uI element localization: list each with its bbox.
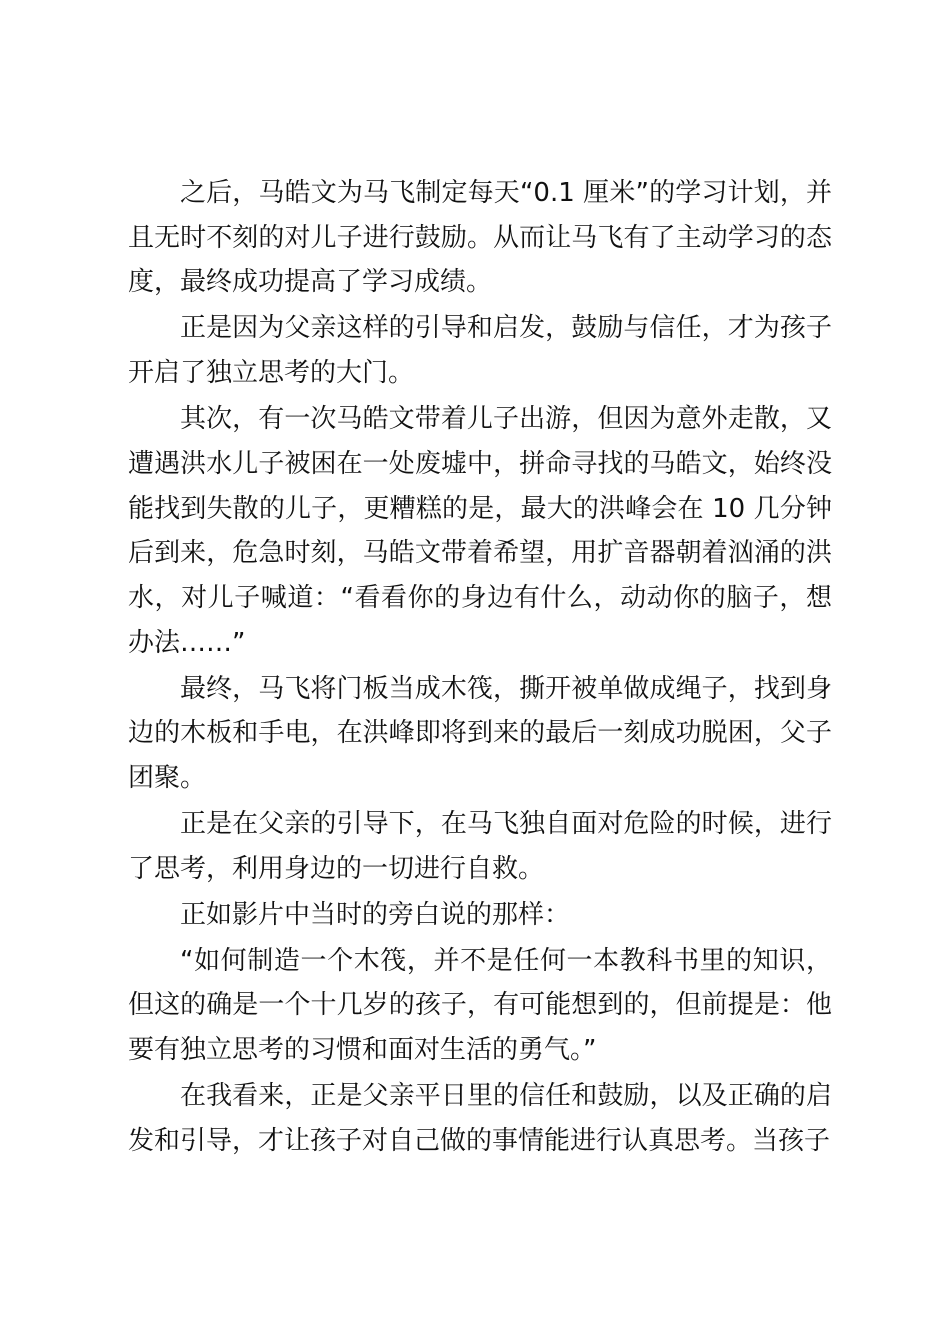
- paragraph-2: 正是因为父亲这样的引导和启发，鼓励与信任，才为孩子开启了独立思考的大门。: [128, 313, 832, 389]
- paragraph-8: 在我看来，正是父亲平日里的信任和鼓励，以及正确的启发和引导，才让孩子对自己做的事情能进行认真思考。当孩子: [128, 1081, 832, 1156]
- paragraph-5: 正是在父亲的引导下，在马飞独自面对危险的时候，进行了思考，利用身边的一切进行自救。: [128, 809, 832, 884]
- paragraph-4: 最终，马飞将门板当成木筏，撕开被单做成绳子，找到身边的木板和手电，在洪峰即将到来的最后一刻成功脱困，父子团聚。: [128, 673, 832, 794]
- paragraph-7-quote: “如何制造一个木筏，并不是任何一本教科书里的知识，但这的确是一个十几岁的孩子，有可能想到的，但前提是：他要有独立思考的习惯和面对生活的勇气。”: [128, 945, 832, 1066]
- paragraph-3: 其次，有一次马皓文带着儿子出游，但因为意外走散，又遭遇洪水儿子被困在一处废墟中，拼命寻找的马皓文，始终没能找到失散的儿子，更糟糕的是，最大的洪峰会在 10 几分钟后到来，危急时刻，马皓文带着希望，用扩音器朝着汹涌的洪水，对儿子喊道：“看看你的身边有什么，动动你的脑子，想办法……”: [128, 404, 832, 658]
- document-body: [128, 171, 832, 1165]
- paragraph-6: 正如影片中当时的旁白说的那样：: [180, 899, 571, 930]
- paragraph-1: 之后，马皓文为马飞制定每天“0.1 厘米”的学习计划，并且无时不刻的对儿子进行鼓励。从而让马飞有了主动学习的态度，最终成功提高了学习成绩。: [128, 178, 832, 298]
